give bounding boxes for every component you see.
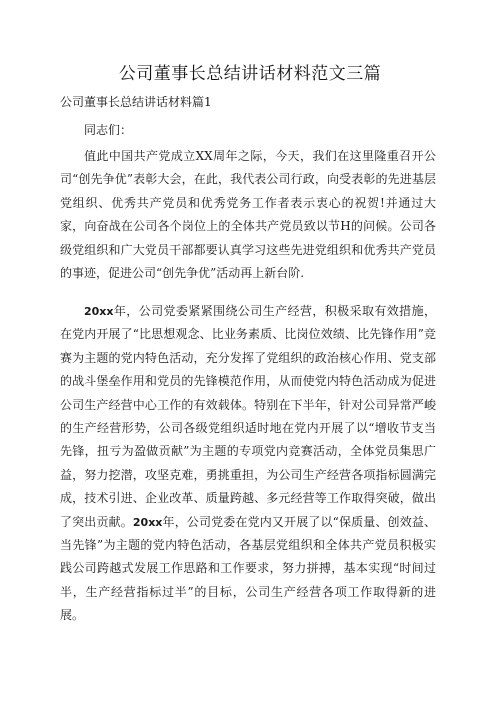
- paragraph-2-year-2: 20xx: [132, 515, 163, 529]
- greeting: 同志们：: [84, 123, 133, 137]
- paragraph-2: [60, 300, 436, 628]
- paragraph-2-part-2: 年，公司党委在党内又开展了以“保质量、创效益、当先锋”为主题的党内特色活动，各基层党组织和全体共产党员积极实践公司跨越式发展工作思路和工作要求，努力拼搏，基本实现“时间过半，生产经营指标过半”的目标，公司生产经营各项工作取得新的进展。: [60, 514, 436, 623]
- paragraph-2-year-1: 20xx: [84, 305, 114, 318]
- paragraph-2-part-1: 年，公司党委紧紧围绕公司生产经营，积极采取有效措施，在党内开展了“比思想观念、比业务素质、比岗位效绩、比先锋作用”竞赛为主题的党内特色活动，充分发挥了党组织的政治核心作用、党支部的战斗堡垒作用和党员的先锋模范作用，从而使党内特色活动成为促进公司生产经营中心工作的有效载体。特别在下半年，针对公司异常严峻的生产经营形势，公司各级党组织适时地在党内开展了以“增收节支当先锋，扭亏为盈做贡献”为主题的专项党内竞赛活动，全体党员集思广益，努力挖潜，攻坚克难，勇挑重担，为公司生产经营各项指标圆满完成，技术引进、企业改革、质量跨越、多元经营等工作取得突破，做出了突出贡献。: [60, 304, 436, 529]
- document-title: 公司董事长总结讲话材料范文三篇: [118, 64, 382, 84]
- paragraph-1: 值此中国共产党成立XX周年之际，今天，我们在这里隆重召开公司“创先争优”表彰大会，在此，我代表公司行政，向受表彰的先进基层党组织、优秀共产党员和优秀党务工作者表示衷心的祝贺!并通过大家，向奋战在公司各个岗位上的全体共产党员致以节H的问候。公司各级党组织和广大党员干部都要认真学习这些先进党组织和优秀共产党员的事迹，促进公司“创先争优”活动再上新台阶.: [60, 149, 436, 281]
- document-subtitle: 公司董事长总结讲话材料篇1: [60, 95, 212, 109]
